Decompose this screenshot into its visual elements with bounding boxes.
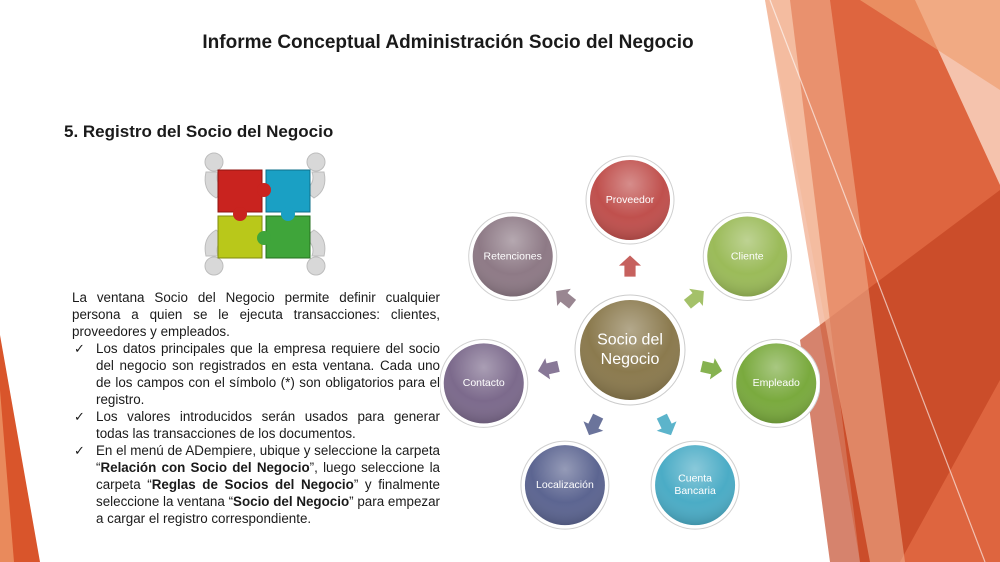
slide-title: Informe Conceptual Administración Socio del Negocio xyxy=(202,32,694,53)
node-label: Empleado xyxy=(752,377,800,390)
node-label: Proveedor xyxy=(605,193,655,206)
bullet-text: ”, luego seleccione la carpeta “ xyxy=(96,460,440,492)
bold-text: Reglas de Socios del Negocio xyxy=(151,477,354,492)
bold-text: Relación con Socio del Negocio xyxy=(100,460,310,475)
bold-text: Socio del Negocio xyxy=(233,494,350,509)
arrow-icon xyxy=(535,355,562,383)
diagram-node xyxy=(469,212,557,300)
node-label: Bancaria xyxy=(674,485,716,498)
arrow-icon xyxy=(680,281,712,313)
diagram-node xyxy=(586,156,674,244)
arrow-icon xyxy=(651,411,682,441)
node-label: Contacto xyxy=(462,377,505,390)
bullet-item xyxy=(72,442,440,527)
body-text xyxy=(72,289,440,527)
arrow-icon xyxy=(618,255,642,277)
node-label: Socio del xyxy=(597,331,663,349)
bullet-text: Los valores introducidos serán usados para generar todas las transacciones de los documentos. xyxy=(96,409,440,441)
checkmark-icon: ✓ xyxy=(74,443,85,458)
bullet-text: Los datos principales que la empresa requiere del socio del negocio son registrados en esta ventana. Cada uno de los campos con el símbolo (*) son obligatorios para el registro. xyxy=(96,341,440,407)
checkmark-icon: ✓ xyxy=(74,409,85,424)
arrow-icon xyxy=(548,281,580,313)
diagram-node xyxy=(521,441,609,529)
bullet-item xyxy=(72,408,440,442)
node-label: Retenciones xyxy=(483,250,542,263)
diagram-node xyxy=(732,339,820,427)
puzzle-people-illustration xyxy=(200,150,330,278)
diagram-center-node xyxy=(575,295,685,405)
bullet-list xyxy=(72,340,440,527)
arrow-icon xyxy=(578,411,609,441)
bullet-item xyxy=(72,340,440,408)
bullet-text: ” para empezar a cargar el registro correspondiente. xyxy=(96,494,440,526)
arrow-icon xyxy=(698,355,725,383)
checkmark-icon: ✓ xyxy=(74,341,85,356)
node-label: Cliente xyxy=(730,250,764,263)
bullet-text: En el menú de ADempiere, ubique y seleccione la carpeta “ xyxy=(96,443,440,475)
node-label: Localización xyxy=(536,478,594,491)
diagram-node xyxy=(440,339,528,427)
bullet-text: ” y finalmente seleccione la ventana “ xyxy=(96,477,440,509)
business-partner-diagram xyxy=(440,150,820,530)
node-label: Negocio xyxy=(600,350,660,368)
intro-paragraph: La ventana Socio del Negocio permite definir cualquier persona a quien se le ejecuta transacciones: clientes, proveedores y empleados. xyxy=(72,290,440,339)
node-label: Cuenta xyxy=(678,472,713,485)
section-heading: 5. Registro del Socio del Negocio xyxy=(64,122,334,141)
diagram-node xyxy=(703,212,791,300)
diagram-node xyxy=(651,441,739,529)
